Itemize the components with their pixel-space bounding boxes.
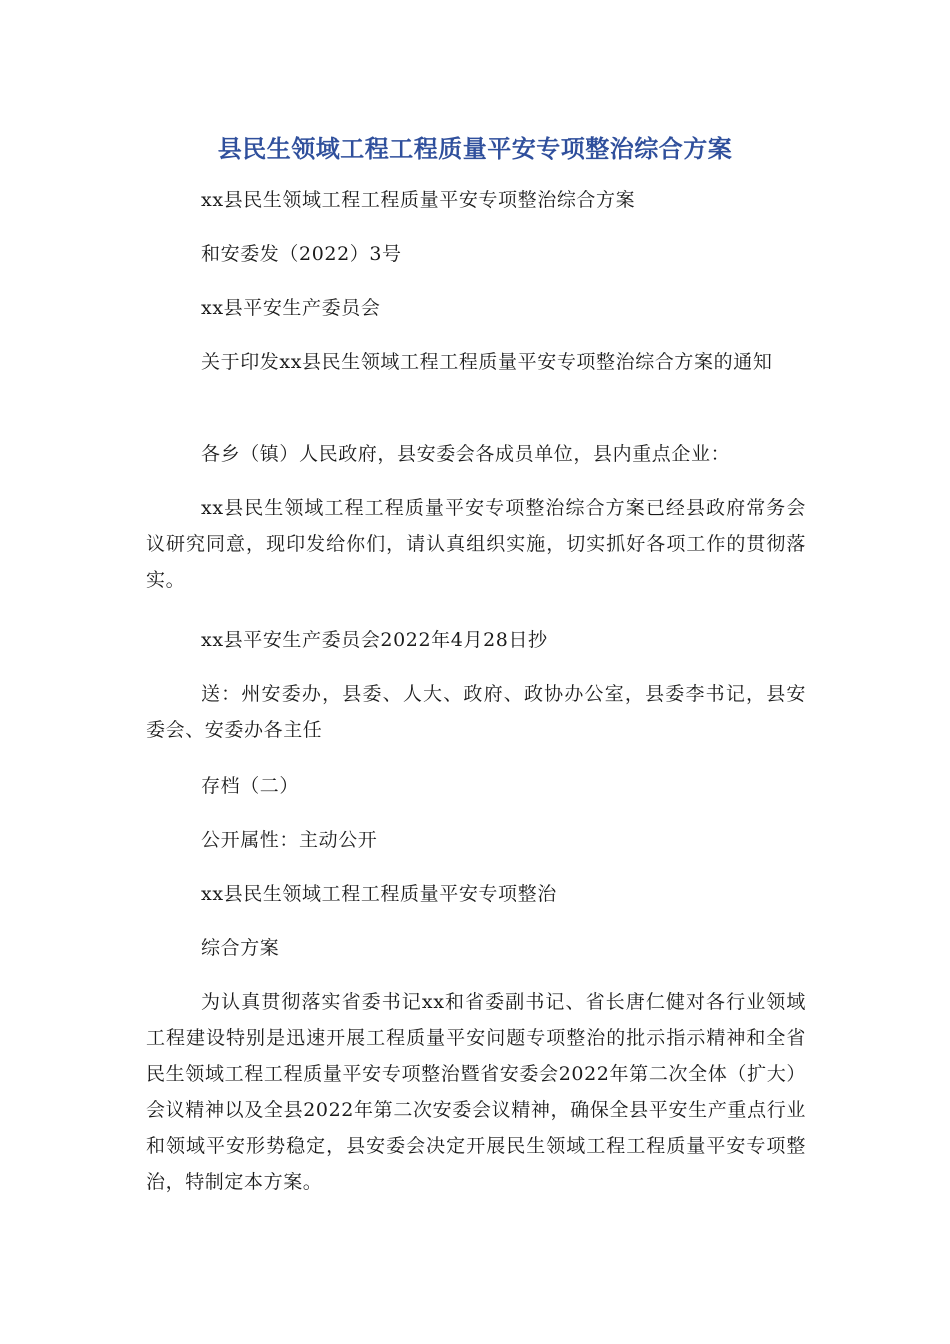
paragraph-archive: 存档（二） <box>201 775 300 797</box>
paragraph-notice-body: xx县民生领域工程工程质量平安专项整治综合方案已经县政府常务会议研究同意，现印发给你们，请认真组织实施，切实抓好各项工作的贯彻落实。 <box>146 497 806 591</box>
paragraph-plan-heading-1: xx县民生领域工程工程质量平安专项整治 <box>201 883 557 905</box>
paragraph-plan-intro: 为认真贯彻落实省委书记xx和省委副书记、省长唐仁健对各行业领域工程建设特别是迅速开展工程质量平安问题专项整治的批示指示精神和全省民生领域工程工程质量平安专项整治暨省安委会2022年第二次全体（扩大）会议精神以及全县2022年第二次安委会议精神，确保全县平安生产重点行业和领域平安形势稳定，县安委会决定开展民生领域工程工程质量平安专项整治，特制定本方案。 <box>146 991 806 1193</box>
paragraph-notice-subject: 关于印发xx县民生领域工程工程质量平安专项整治综合方案的通知 <box>201 351 773 373</box>
paragraph-issuer: xx县平安生产委员会 <box>201 297 381 319</box>
paragraph-issuer-date: xx县平安生产委员会2022年4月28日抄 <box>201 629 548 651</box>
paragraph-disclosure: 公开属性：主动公开 <box>201 829 378 851</box>
paragraph-copy-to: 送：州安委办，县委、人大、政府、政协办公室，县委李书记，县安委会、安委办各主任 <box>146 683 806 741</box>
document-title: 县民生领域工程工程质量平安专项整治综合方案 <box>217 135 733 163</box>
paragraph-plan-name: xx县民生领域工程工程质量平安专项整治综合方案 <box>201 189 636 211</box>
paragraph-plan-heading-2: 综合方案 <box>201 937 280 959</box>
paragraph-document-number: 和安委发（2022）3号 <box>201 243 402 265</box>
paragraph-addressees: 各乡（镇）人民政府，县安委会各成员单位，县内重点企业： <box>201 443 731 465</box>
